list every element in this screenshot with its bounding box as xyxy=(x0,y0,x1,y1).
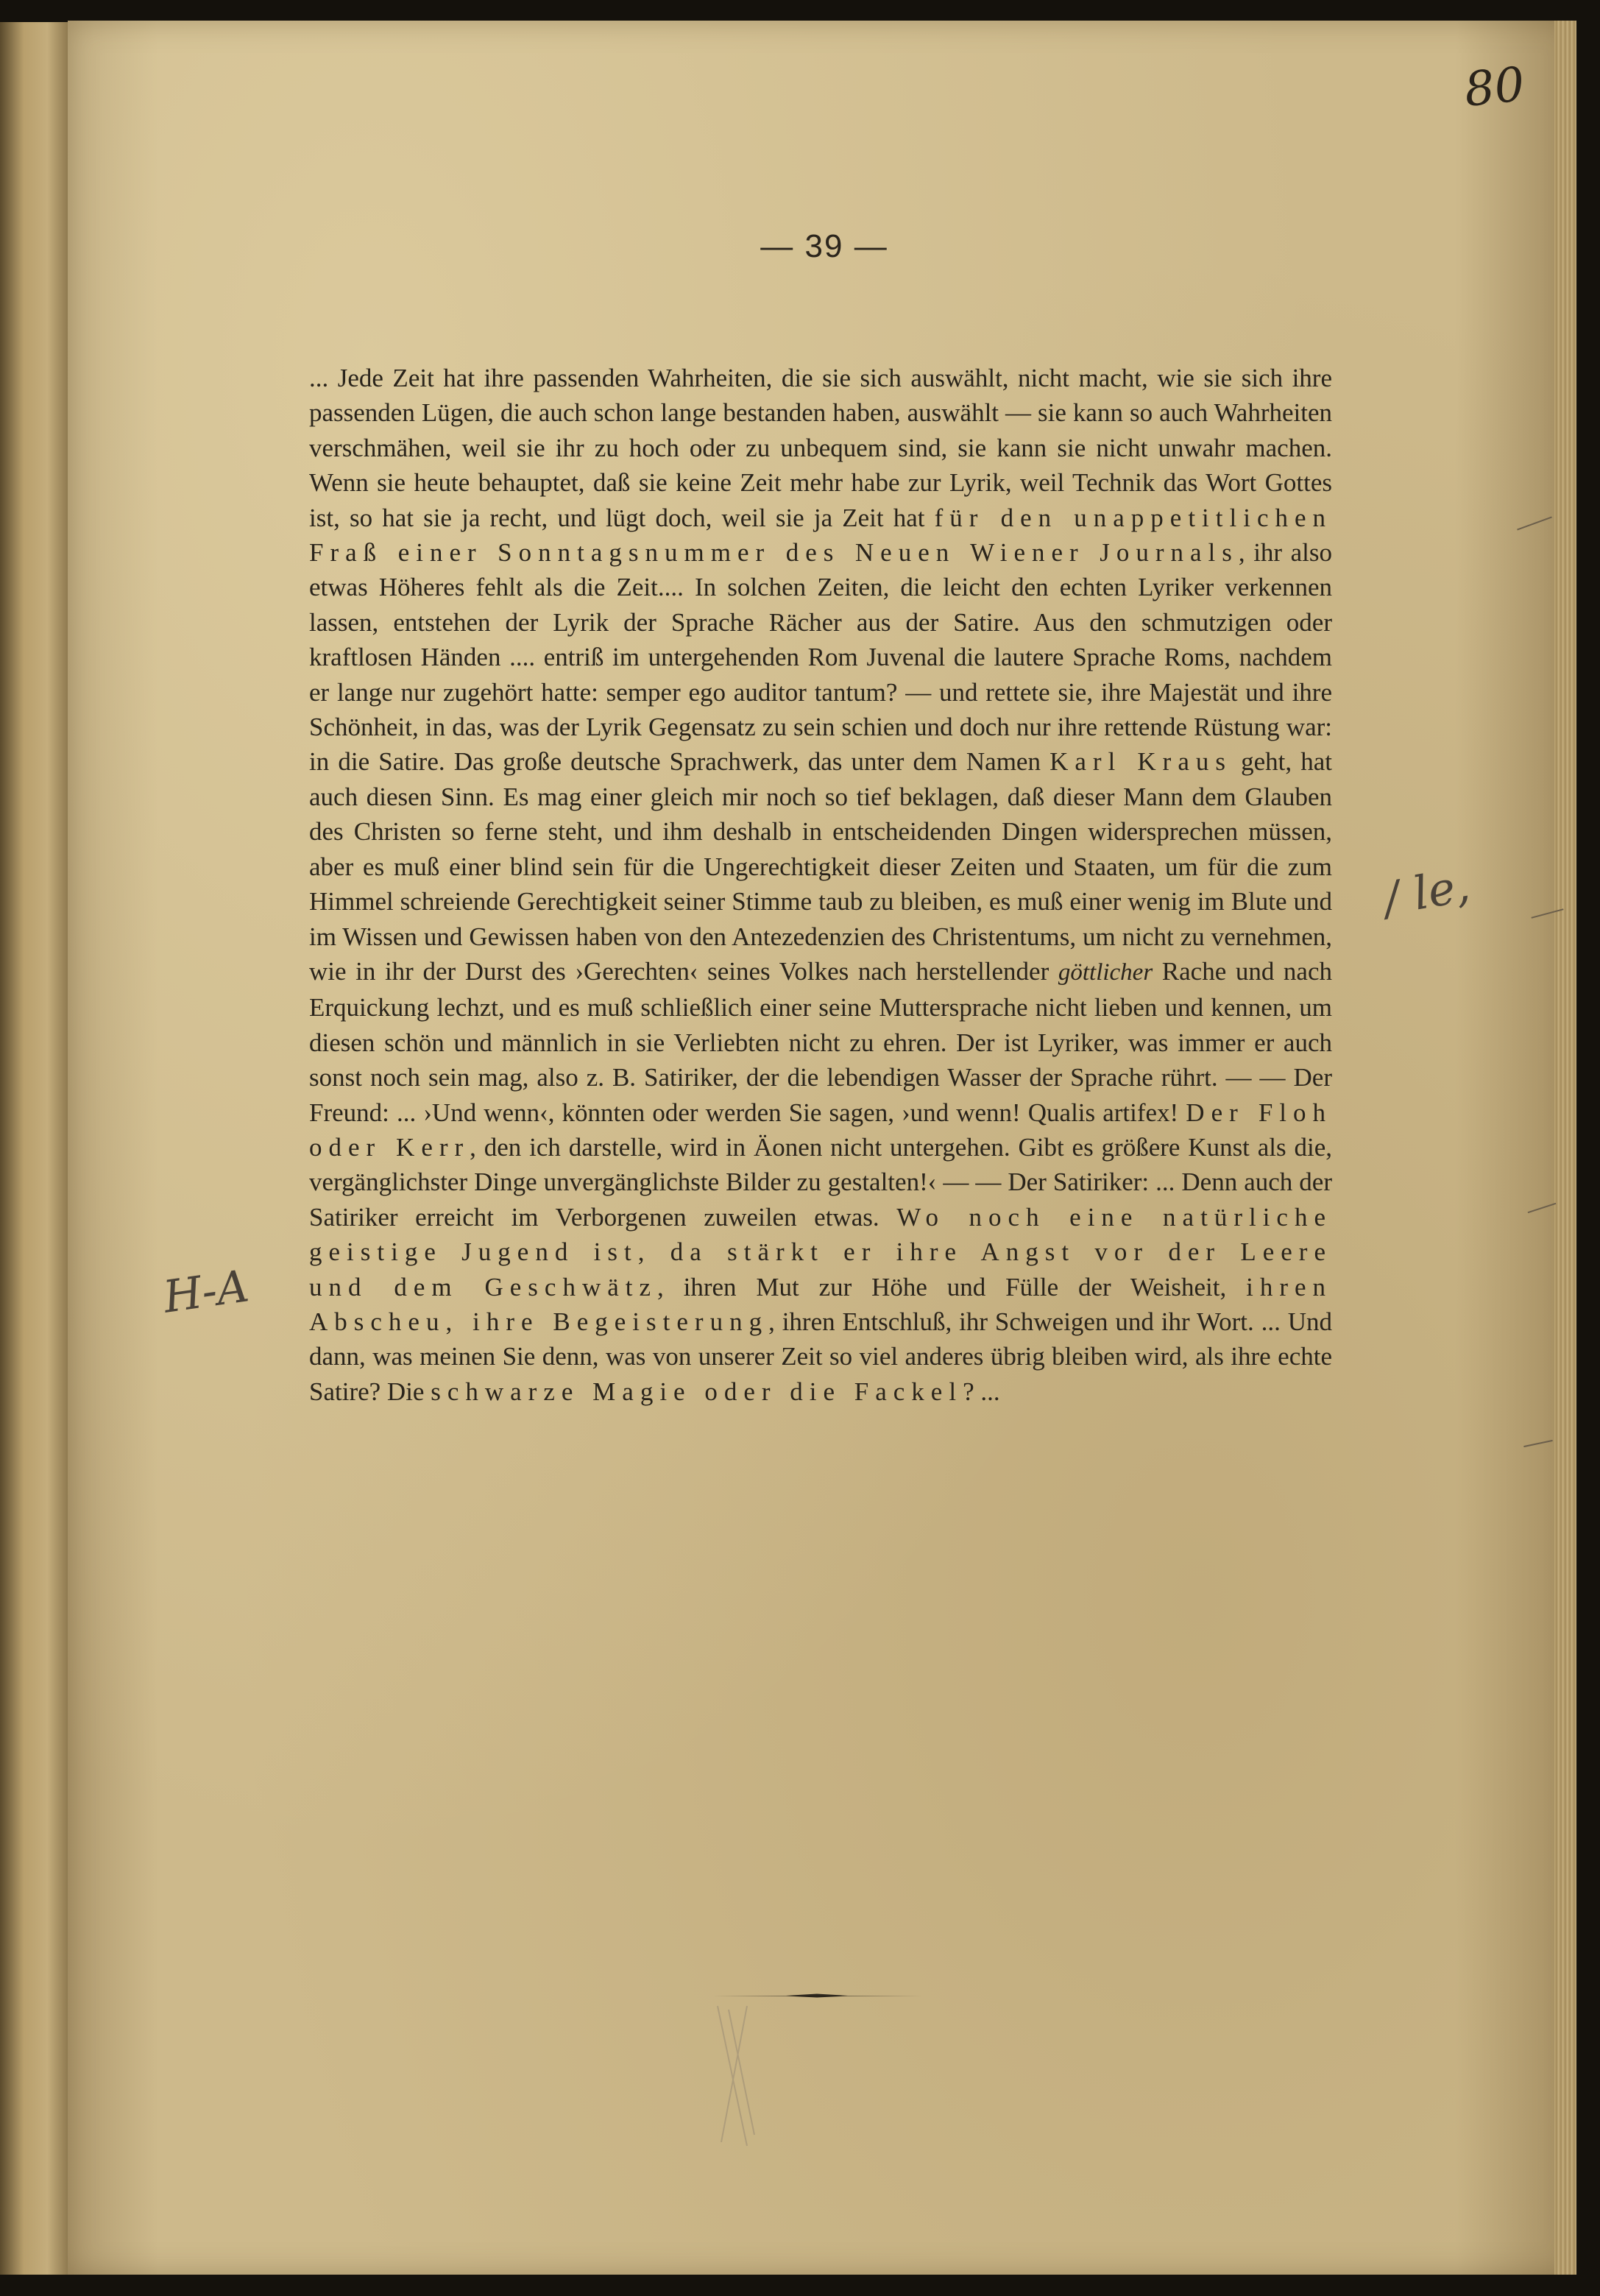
text-run: , den ich darstelle, wird in Äonen nicht untergehen. Gibt es größere Kunst als die, vergänglichster Dinge unvergänglichste Bilder zu gestalten!‹ — — Der Satiriker: ... Denn auch der Satiriker erreicht im Verborgenen zuweilen etwas. xyxy=(309,1132,1333,1232)
italic-insertion: göttlicher xyxy=(1058,958,1153,986)
text-run: , ihr also etwas Höheres fehlt als die Zeit.... In solchen Zeiten, die leicht den echten Lyriker verkennen lassen, entstehen der Lyrik der Sprache Rächer aus der Satire. Aus den schmutzigen oder kraftlosen Händen .... entriß im untergehenden Rom Juvenal die lautere Sprache Roms, nachdem er lange nur zugehört hatte: semper ego auditor tantum? — und rettete sie, ihre Majestät und ihre Schönheit, in das, was der Lyrik Gegensatz zu sein schien und doch nur ihre rettende Rüstung war: in die Satire. Das große deutsche Sprachwerk, das unter dem Namen xyxy=(309,538,1332,777)
text-run: , ihren Entschluß, ihr Schweigen und ihr Wort. ... Und dann, was meinen Sie denn, was von unserer Zeit so viel anderes übrig bleiben wird, als ihre echte Satire? Die xyxy=(309,1307,1332,1406)
page-number: — 39 — xyxy=(760,228,888,264)
margin-note-right: / le, xyxy=(1379,858,1474,926)
spaced-emphasis: für den unappetitlichen Fraß einer Sonntagsnummer des Neuen Wiener Journals xyxy=(309,503,1333,568)
text-run: geht, hat auch diesen Sinn. Es mag einer gleich mir noch so tief beklagen, daß dieser Mann dem Glauben des Christen so ferne steht, und ihm deshalb in entscheidenden Dingen widersprechen müssen, aber es muß einer blind sein für die Ungerechtigkeit dieser Zeiten und Staaten, um für die zum Himmel schreiende Gerechtigkeit seiner Stimme taub zu bleiben, es muß einer wenig im Blute und im Wissen und Gewissen haben von den Antezedenzien des Christentums, um nicht zu vernehmen, wie in ihr der Durst des ›Gerechten‹ seines Volkes nach herstellender xyxy=(309,747,1332,986)
spaced-emphasis-author: Karl Kraus xyxy=(1049,747,1232,777)
spaced-emphasis: schwarze Magie oder die Fackel xyxy=(431,1377,963,1406)
text-run: , ihren Mut zur Höhe und Fülle der Weisheit, xyxy=(657,1272,1227,1301)
tail-ornament-rule xyxy=(712,1993,922,1998)
previous-page-edge xyxy=(0,22,68,2275)
handwritten-folio-number: 80 xyxy=(1462,57,1528,119)
spaced-emphasis: Wo noch eine natürliche geistige Jugend ist, da stärkt er ihre Angst vor der Leere und dem Geschwätz xyxy=(309,1202,1332,1301)
page-stack-edge xyxy=(1554,21,1576,2275)
text-run: Rache und nach Erquickung lechzt, und es muß schließlich einer seine Muttersprache nicht lieben und kennen, um diesen schön und männlich in sie Verliebten nicht zu ehren. Der ist Lyriker, was immer er auch sonst noch sein mag, also z. B. Satiriker, der die lebendigen Wasser der Sprache rührt. — — Der Freund: ... ›Und wenn‹, könnten oder werden Sie sagen, ›und wenn! Qualis artifex! xyxy=(309,956,1333,1127)
body-paragraph xyxy=(309,361,1332,1409)
spaced-emphasis: ihren Abscheu, ihre Begeisterung xyxy=(309,1272,1333,1336)
spaced-emphasis: Der Floh oder Kerr xyxy=(309,1098,1333,1162)
text-run: ? ... xyxy=(963,1377,1000,1406)
text-run: ... Jede Zeit hat ihre passenden Wahrheiten, die sie sich auswählt, nicht macht, wie sie sich ihre passenden Lügen, die auch schon lange bestanden haben, auswählt — sie kann so auch Wahrheiten verschmähen, weil sie ihr zu hoch oder zu unbequem sind, sie kann sie nicht unwahr machen. Wenn sie heute behauptet, daß sie keine Zeit mehr habe zur Lyrik, weil Technik das Wort Gottes ist, so hat sie ja recht, und lügt doch, weil sie ja Zeit hat xyxy=(309,364,1332,532)
pencil-cross-mark xyxy=(703,2002,806,2150)
margin-note-left: H-A xyxy=(160,1260,252,1324)
